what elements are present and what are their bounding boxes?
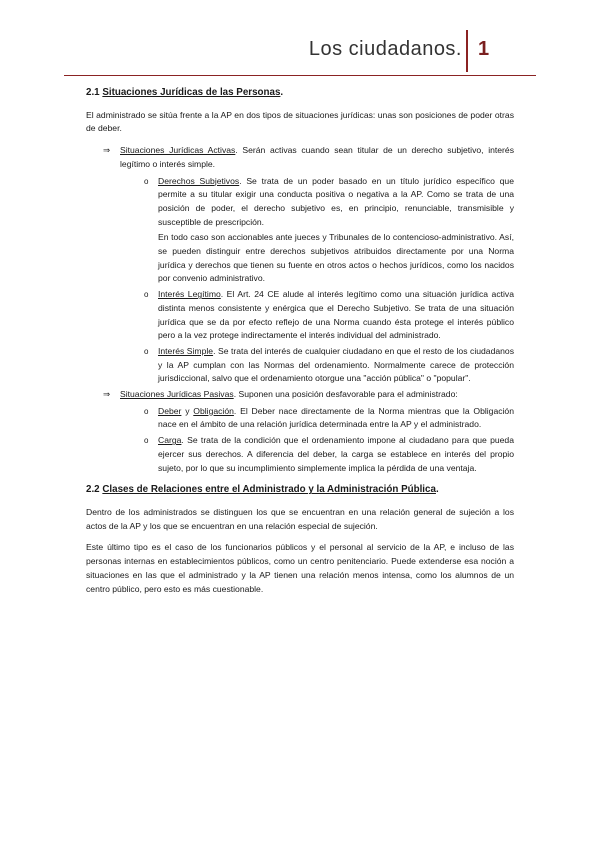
header-rule [64, 75, 536, 76]
header-divider [466, 30, 468, 72]
list-item-carga [86, 434, 514, 475]
list-item-pasivas [86, 388, 514, 402]
section-heading-2-1 [86, 86, 514, 100]
list-item-activas [86, 144, 514, 171]
circle-bullet-icon: o [144, 290, 149, 300]
section2-paragraph-2: Este último tipo es el caso de los funcionarios públicos y el personal al servicio de la AP, e incluso de las personas internas en establecimientos públicos, como un centro penitenciario. Puede extenderse esa noción a situaciones en las que el administrado y la AP tienen una relación menos intensa, como los alumnos de un centro público, pero esto es más cuestionable. [86, 542, 514, 594]
circle-bullet-icon: o [144, 346, 149, 356]
il-text: . El Art. 24 CE alude al interés legítimo como una situación jurídica activa distinta menos consistente y enérgica que el Derecho Subjetivo. Se trata de una situación jurídica que se da por efecto reflejo de una Norma cuando ésta protege el interés público pero a la vez protege indirectamente el interés individual del administrado. [158, 289, 515, 341]
section-number: 2.1 [86, 87, 100, 98]
page-header [0, 0, 600, 80]
page-number: 1 [478, 38, 490, 60]
header-title: Los ciudadanos. [308, 38, 462, 60]
carga-text: . Se trata de la condición que el ordenamiento impone al ciudadano para que pueda ejercer sus derechos. A diferencia del deber, la carga se establece en interés del propio sujeto, por lo que su incumplimiento simplemente implica la pérdida de una ventaja. [158, 435, 514, 473]
circle-bullet-icon: o [144, 176, 149, 186]
obligacion-label: Obligación [193, 405, 234, 416]
ds-text: . Se trata de un poder basado en un título jurídico específico que permite a su titular exigir una conducta positiva o negativa a la AP. Como se trata de una posición de poder, el derecho subjetivo es, en principio, renunciable, transmisible y susceptible de prescripción. [158, 175, 514, 227]
carga-label: Carga [158, 435, 182, 446]
is-label: Interés Simple [158, 345, 214, 356]
document-body [86, 86, 514, 604]
ds-continuation: En todo caso son accionables ante jueces y Tribunales de lo contencioso-administrativo. Así, se pueden distinguir entre derechos subjetivos atribuidos directamente por una Norma jurídica y derechos que tienen su fuente en otros actos o hechos jurídicos, como los nacidos por convenio administrativo. [158, 232, 514, 284]
pasivas-text: . Suponen una posición desfavorable para el administrado: [233, 389, 458, 400]
activas-text: . Serán activas cuando sean titular de un derecho subjetivo, interés legítimo o interés simple. [120, 145, 514, 169]
circle-bullet-icon: o [144, 406, 149, 416]
arrow-icon: ⇒ [103, 389, 111, 400]
section-title: Clases de Relaciones entre el Administrado y la Administración Pública [102, 484, 436, 496]
ds-label: Derechos Subjetivos [158, 175, 240, 186]
section-number: 2.2 [86, 484, 100, 496]
section1-intro: El administrado se sitúa frente a la AP en dos tipos de situaciones jurídicas: unas son posiciones de poder otras de deber. [86, 109, 514, 134]
il-label: Interés Legítimo [158, 289, 221, 300]
is-text: . Se trata del interés de cualquier ciudadano en que el resto de los ciudadanos y la AP cumplan con las Normas del ordenamiento. Normalmente carece de protección jurisdiccional, salvo que el ordenamiento otorgue una "acción pública" o "popular". [158, 345, 514, 384]
activas-label: Situaciones Jurídicas Activas [120, 145, 236, 156]
list-item-deber-obligacion [86, 405, 514, 432]
section2-paragraph-1: Dentro de los administrados se distinguen los que se encuentran en una relación general de sujeción a los actos de la AP y los que se encuentran en una relación especial de sujeción. [86, 506, 514, 531]
conjunction: y [181, 405, 194, 416]
deber-label: Deber [158, 405, 182, 416]
list-item-interes-simple [86, 345, 514, 386]
section-title-end: . [435, 484, 439, 496]
deber-text: . El Deber nace directamente de la Norma mientras que la Obligación nace en el ámbito de una relación jurídica determinada entre la AP y el administrado. [158, 405, 514, 430]
list-item-derechos-subjetivos [86, 175, 514, 230]
arrow-icon: ⇒ [103, 145, 111, 156]
section-title: Situaciones Jurídicas de las Personas [102, 87, 281, 98]
section-heading-2-2 [86, 483, 514, 497]
list-item-interes-legitimo [86, 288, 514, 343]
circle-bullet-icon: o [144, 436, 149, 446]
pasivas-label: Situaciones Jurídicas Pasivas [120, 389, 234, 400]
section-title-end: . [280, 87, 284, 98]
